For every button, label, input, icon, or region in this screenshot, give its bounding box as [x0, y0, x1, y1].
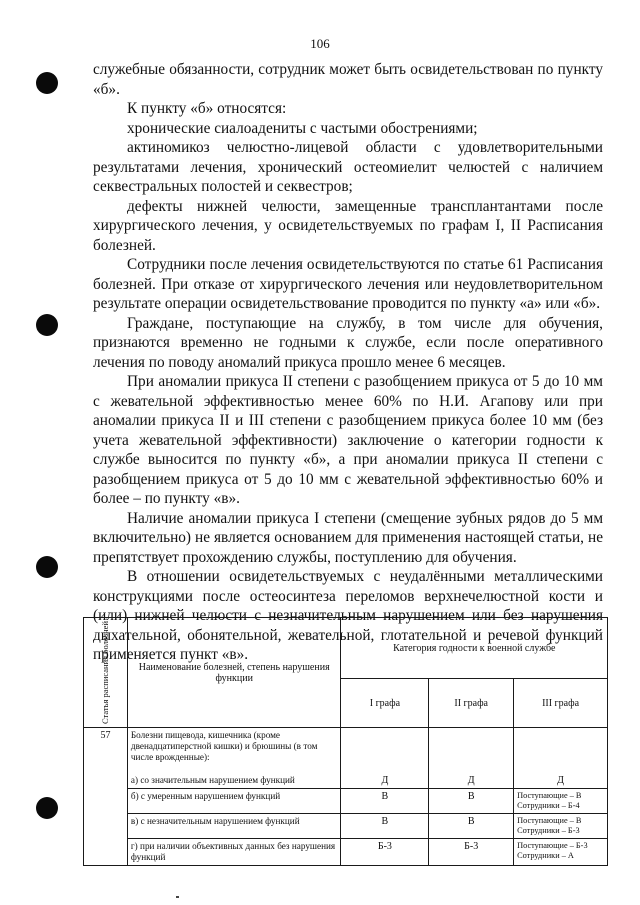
row-g1: Д: [341, 773, 429, 789]
row-g1: Б-3: [341, 839, 429, 866]
g3-employees: Сотрудники – А: [517, 851, 574, 861]
disease-schedule-table: [83, 617, 608, 866]
empty-cell: [341, 728, 429, 774]
punch-hole-2: [36, 314, 58, 336]
header-g2: II графа: [429, 679, 514, 728]
paragraph: актиномикоз челюстно-лицевой области с удовлетворительными результатами лечения, хронический остеомиелит челюстей с наличием секвестральных полостей и секвестров;: [93, 139, 603, 195]
paragraph: В отношении освидетельствуемых с неудалёнными металлическими конструкциями после остеосинтеза переломов верхнечелюстной кости и (или) нижней челюсти с незначительным нарушением или без нарушения дыхательной, обонятельной, жевательной, глотательной и речевой функций применяется пункт «в».: [93, 568, 603, 663]
row-name: а) со значительным нарушением функций: [127, 773, 341, 789]
empty-cell: [514, 728, 608, 774]
header-name: Наименование болезней, степень нарушения функции: [127, 618, 341, 728]
header-article: Статья расписания болезней: [84, 618, 128, 728]
row-g3: [514, 814, 608, 839]
row-g1: В: [341, 814, 429, 839]
row-g2: Д: [429, 773, 514, 789]
intro-text: Болезни пищевода, кишечника (кроме двенадцатиперстной кишки) и брюшины (в том числе врожденные):: [130, 730, 318, 763]
header-g3: III графа: [514, 679, 608, 728]
empty-cell: [429, 728, 514, 774]
table-row: [84, 789, 608, 814]
row-g2: Б-3: [429, 839, 514, 866]
paragraph: служебные обязанности, сотрудник может быть освидетельствован по пункту «б».: [93, 61, 603, 98]
row-g1: В: [341, 789, 429, 814]
table-row: [84, 839, 608, 866]
table-row: [84, 773, 608, 789]
paragraph: Граждане, поступающие на службу, в том числе для обучения, признаются временно не годными к службе, если после оперативного лечения по поводу аномалий прикуса прошло менее 6 месяцев.: [93, 314, 603, 371]
paragraph: Наличие аномалии прикуса I степени (смещение зубных рядов до 5 мм включительно) не является основанием для применения настоящей статьи, не препятствует прохождению службы, поступлению для обучения.: [93, 509, 603, 566]
paragraph: При аномалии прикуса II степени с разобщением прикуса от 5 до 10 мм с жевательной эффективностью менее 60% по Н.И. Агапову или при аномалии прикуса II и III степени с разобщением прикуса более 10 мм (без учета жевательной эффективности) заключение о категории годности к службе выносится по пункту «б», а при аномалии прикуса II степени с разобщением прикуса от 5 до 10 мм с жевательной эффективностью 60% и более – по пункту «в».: [93, 373, 603, 507]
g3-applicants: Поступающие – Б-3: [517, 841, 588, 851]
scan-speck: [176, 896, 179, 898]
table-row: [84, 814, 608, 839]
row-g3: Д: [514, 773, 608, 789]
page-number: 106: [310, 36, 330, 51]
paragraph: К пункту «б» относятся:: [127, 100, 287, 117]
punch-hole-1: [36, 72, 58, 94]
paragraph: Сотрудники после лечения освидетельствуются по статье 61 Расписания болезней. При отказе от хирургического лечения или неудовлетворительном результате операции освидетельствование проводится по пункту «а» или «б».: [93, 256, 603, 312]
row-g2: В: [429, 789, 514, 814]
paragraph: хронические сиалоадениты с частыми обострениями;: [127, 119, 478, 137]
row-g2: В: [429, 814, 514, 839]
punch-hole-3: [36, 556, 58, 578]
row-name: г) при наличии объективных данных без нарушения функций: [127, 839, 341, 866]
g3-employees: Сотрудники – Б-3: [517, 826, 580, 836]
row-g3: [514, 789, 608, 814]
table-header-row: [84, 618, 608, 679]
intro-cell: [127, 728, 341, 774]
row-g3: [514, 839, 608, 866]
punch-hole-4: [36, 797, 58, 819]
g3-applicants: Поступающие – В: [517, 816, 582, 826]
header-g1: I графа: [341, 679, 429, 728]
row-name: б) с умеренным нарушением функций: [127, 789, 341, 814]
article-number: 57: [84, 728, 128, 866]
paragraph: дефекты нижней челюсти, замещенные трансплантантами после хирургического лечения, у освидетельствуемых по графам I, II Расписания болезней.: [93, 197, 603, 254]
table-row: [84, 728, 608, 774]
g3-applicants: Поступающие – В: [517, 791, 582, 801]
row-name: в) с незначительным нарушением функций: [127, 814, 341, 839]
header-category: Категория годности к военной службе: [341, 618, 608, 679]
g3-employees: Сотрудники – Б-4: [517, 801, 580, 811]
body-text: [93, 60, 603, 665]
